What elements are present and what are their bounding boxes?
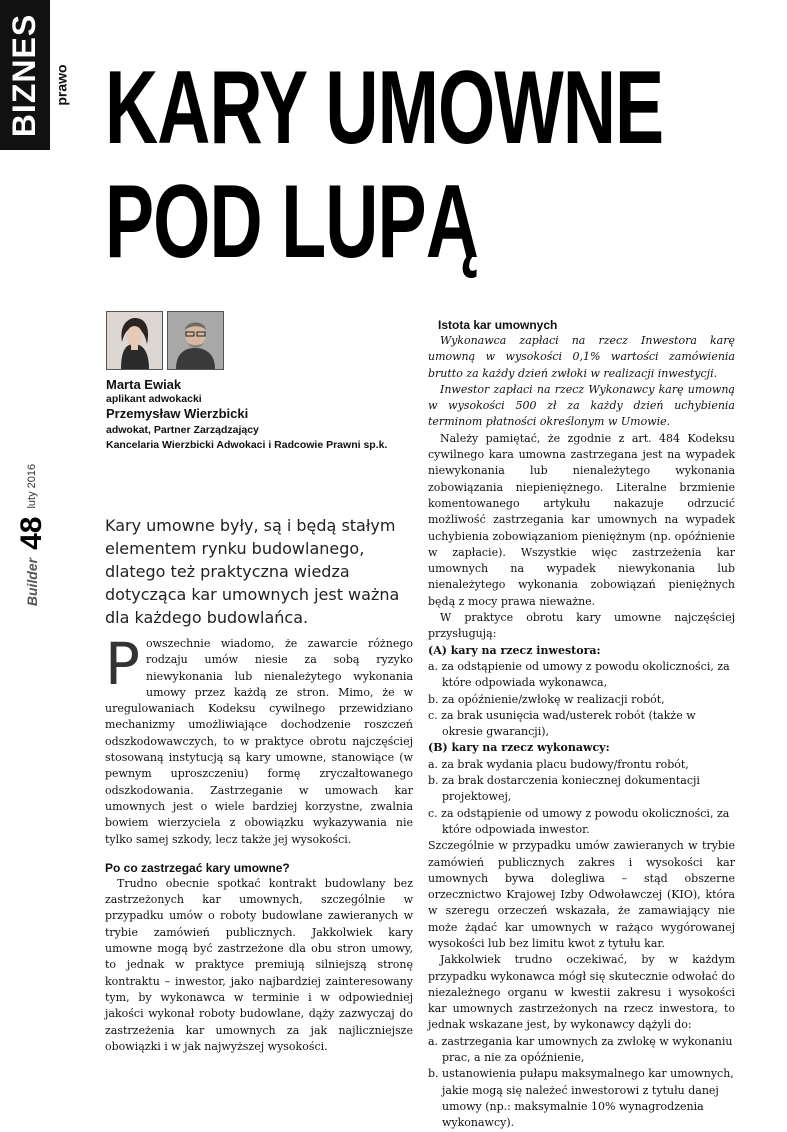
paragraph: Trudno obecnie spotkać kontrakt budowlany bez zastrzeżonych kar umownych, szczególnie w przypadku umów o roboty budowlane zawieranych w trybie zamówień publicznych. Jakkolwiek kary umowne mogą być zastrzeżone dla obu stron umowy, to jednak w praktyce premiują silniejszą stronę kontraktu – inwestor, jako najbardziej zainteresowany tym, by wykonawca w terminie i w odpowiedniej jakości wykonał roboty budowlane, dąży zazwyczaj do zastrzeżenia kar umownych za jak najliczniejsze obowiązki i w jak najwyższej wysokości. bbox=[105, 876, 413, 1053]
paragraph: Szczególnie w przypadku umów zawieranych w trybie zamówień publicznych zakres i wysokości kar umownych bywa dolegliwa – stąd obszerne orzecznictwo Krajowej Izby Odwoławczej (KIO), która w szeregu orzeczeń wskazała, że zamawiający nie może żądać kar umownych w rażąco wygórowanej wysokości lub bez limitu kwot z tytułu kar. bbox=[428, 839, 735, 950]
list-item: a. zastrzegania kar umownych za zwłokę w wykonaniu prac, a nie za opóźnienie, bbox=[428, 1034, 733, 1065]
page-number: 48 bbox=[15, 516, 49, 550]
drop-cap: P bbox=[105, 630, 140, 698]
list-item: a. za odstąpienie od umowy z powodu okoliczności, za które odpowiada wykonawca, bbox=[428, 659, 730, 690]
author-photo-man bbox=[167, 311, 224, 370]
magazine-name: Builder bbox=[24, 557, 41, 607]
list-item: c. za brak usunięcia wad/usterek robót (także w okresie gwarancji), bbox=[428, 708, 696, 739]
author-photo-woman bbox=[106, 311, 163, 370]
list-item: a. za brak wydania placu budowy/frontu robót, bbox=[428, 757, 689, 771]
right-column bbox=[428, 317, 735, 1132]
article-lead: Kary umowne były, są i będą stałym elementem rynku budowlanego, dlatego też praktyczna wiedza dotycząca kar umownych jest ważna dla każdego budowlańca. bbox=[105, 516, 400, 627]
list-item: c. za odstąpienie od umowy z powodu okoliczności, za które odpowiada inwestor. bbox=[428, 806, 730, 836]
law-firm-name: Kancelaria Wierzbicki Adwokaci i Radcowie Prawni sp.k. bbox=[106, 439, 388, 451]
paragraph: Jakkolwiek trudno oczekiwać, by w każdym przypadku wykonawca mógł się skutecznie odwołać do niezależnego organu w kwestii zakresu i wysokości kar umownych zastrzeżonych na rzecz inwestora, to jednak wskazane jest, by wykonawcy dążyli do: bbox=[428, 953, 735, 1032]
paragraph: W praktyce obrotu kary umowne najczęściej przysługują: bbox=[428, 611, 735, 641]
list-item: b. za brak dostarczenia koniecznej dokumentacji projektowej, bbox=[428, 774, 700, 804]
list-item: b. za opóźnienie/zwłokę w realizacji robót, bbox=[428, 692, 665, 706]
example-clause-2: Inwestor zapłaci na rzecz Wykonawcy karę umowną w wysokości 500 zł za każdy dzień uchybienia terminom płatności określonym w Umowie. bbox=[428, 382, 735, 429]
section-heading-essence: Istota kar umownych bbox=[438, 318, 558, 332]
issue-date: luty 2016 bbox=[26, 463, 39, 509]
author-1-role: aplikant adwokacki bbox=[106, 393, 202, 405]
page-marker bbox=[12, 460, 52, 610]
author-1-name: Marta Ewiak bbox=[106, 377, 182, 392]
author-2-role: adwokat, Partner Zarządzający bbox=[106, 424, 259, 436]
section-heading-why: Po co zastrzegać kary umowne? bbox=[105, 860, 290, 875]
author-2-name: Przemysław Wierzbicki bbox=[106, 406, 249, 421]
headline-line-2: POD LUPĄ bbox=[105, 163, 478, 280]
section-label: BIZNES bbox=[6, 13, 43, 137]
section-sublabel: prawo bbox=[54, 64, 71, 106]
list-item: b. ustanowienia pułapu maksymalnego kar umownych, jakie mogą się należeć inwestorowi z tytułu danej umowy (np.: maksymalnie 10% wynagrodzenia wykonawcy). bbox=[428, 1067, 734, 1130]
headline-line-1: KARY UMOWNE bbox=[105, 49, 664, 166]
example-clause-1: Wykonawca zapłaci na rzecz Inwestora karę umowną w wysokości 0,1% wartości zamówienia brutto za każdy dzień zwłoki w realizacji inwestycji. bbox=[428, 334, 735, 380]
left-column bbox=[105, 630, 413, 1055]
intro-paragraph: Powszechnie wiadomo, że zawarcie różnego rodzaju umów niesie za sobą ryzyko niewykonania lub nienależytego wykonania umowy przez każdą ze stron. Mimo, że w uregulowaniach Kodeksu cywilnego przewidziano mechanizmy umożliwiające dochodzenie roszczeń odszkodowawczych, to w praktyce obrotu najczęściej stosowaną instytucją są kary umowne, stanowiące (w pewnym uproszczeniu) formę zryczałtowanego odszkodowania. Zastrzeganie w umowach kar umownych jest o wiele bardziej korzystne, zwalnia bowiem wierzyciela z obowiązku wykazywania nie tylko samej szkody, lecz także jej wysokości. bbox=[105, 630, 413, 846]
list-heading-investor: (A) kary na rzecz inwestora: bbox=[428, 643, 601, 657]
list-heading-contractor: (B) kary na rzecz wykonawcy: bbox=[428, 741, 610, 755]
paragraph: Należy pamiętać, że zgodnie z art. 484 Kodeksu cywilnego kara umowna zastrzegana jest na wypadek niewykonania lub nienależytego wykonania zobowiązania niepieniężnego. Literalne brzmienie komentowanego artykułu nakazuje odrzucić możliwość zastrzegania kar umownych na wypadek uchybienia zobowiązaniom pieniężnym (np. opóźnienie w zapłacie). Wszystkie więc zastrzeżenia kar umownych na wypadek niewykonania lub nienależytego wykonania zobowiązań pieniężnych będą z mocy prawa nieważne. bbox=[428, 431, 735, 608]
